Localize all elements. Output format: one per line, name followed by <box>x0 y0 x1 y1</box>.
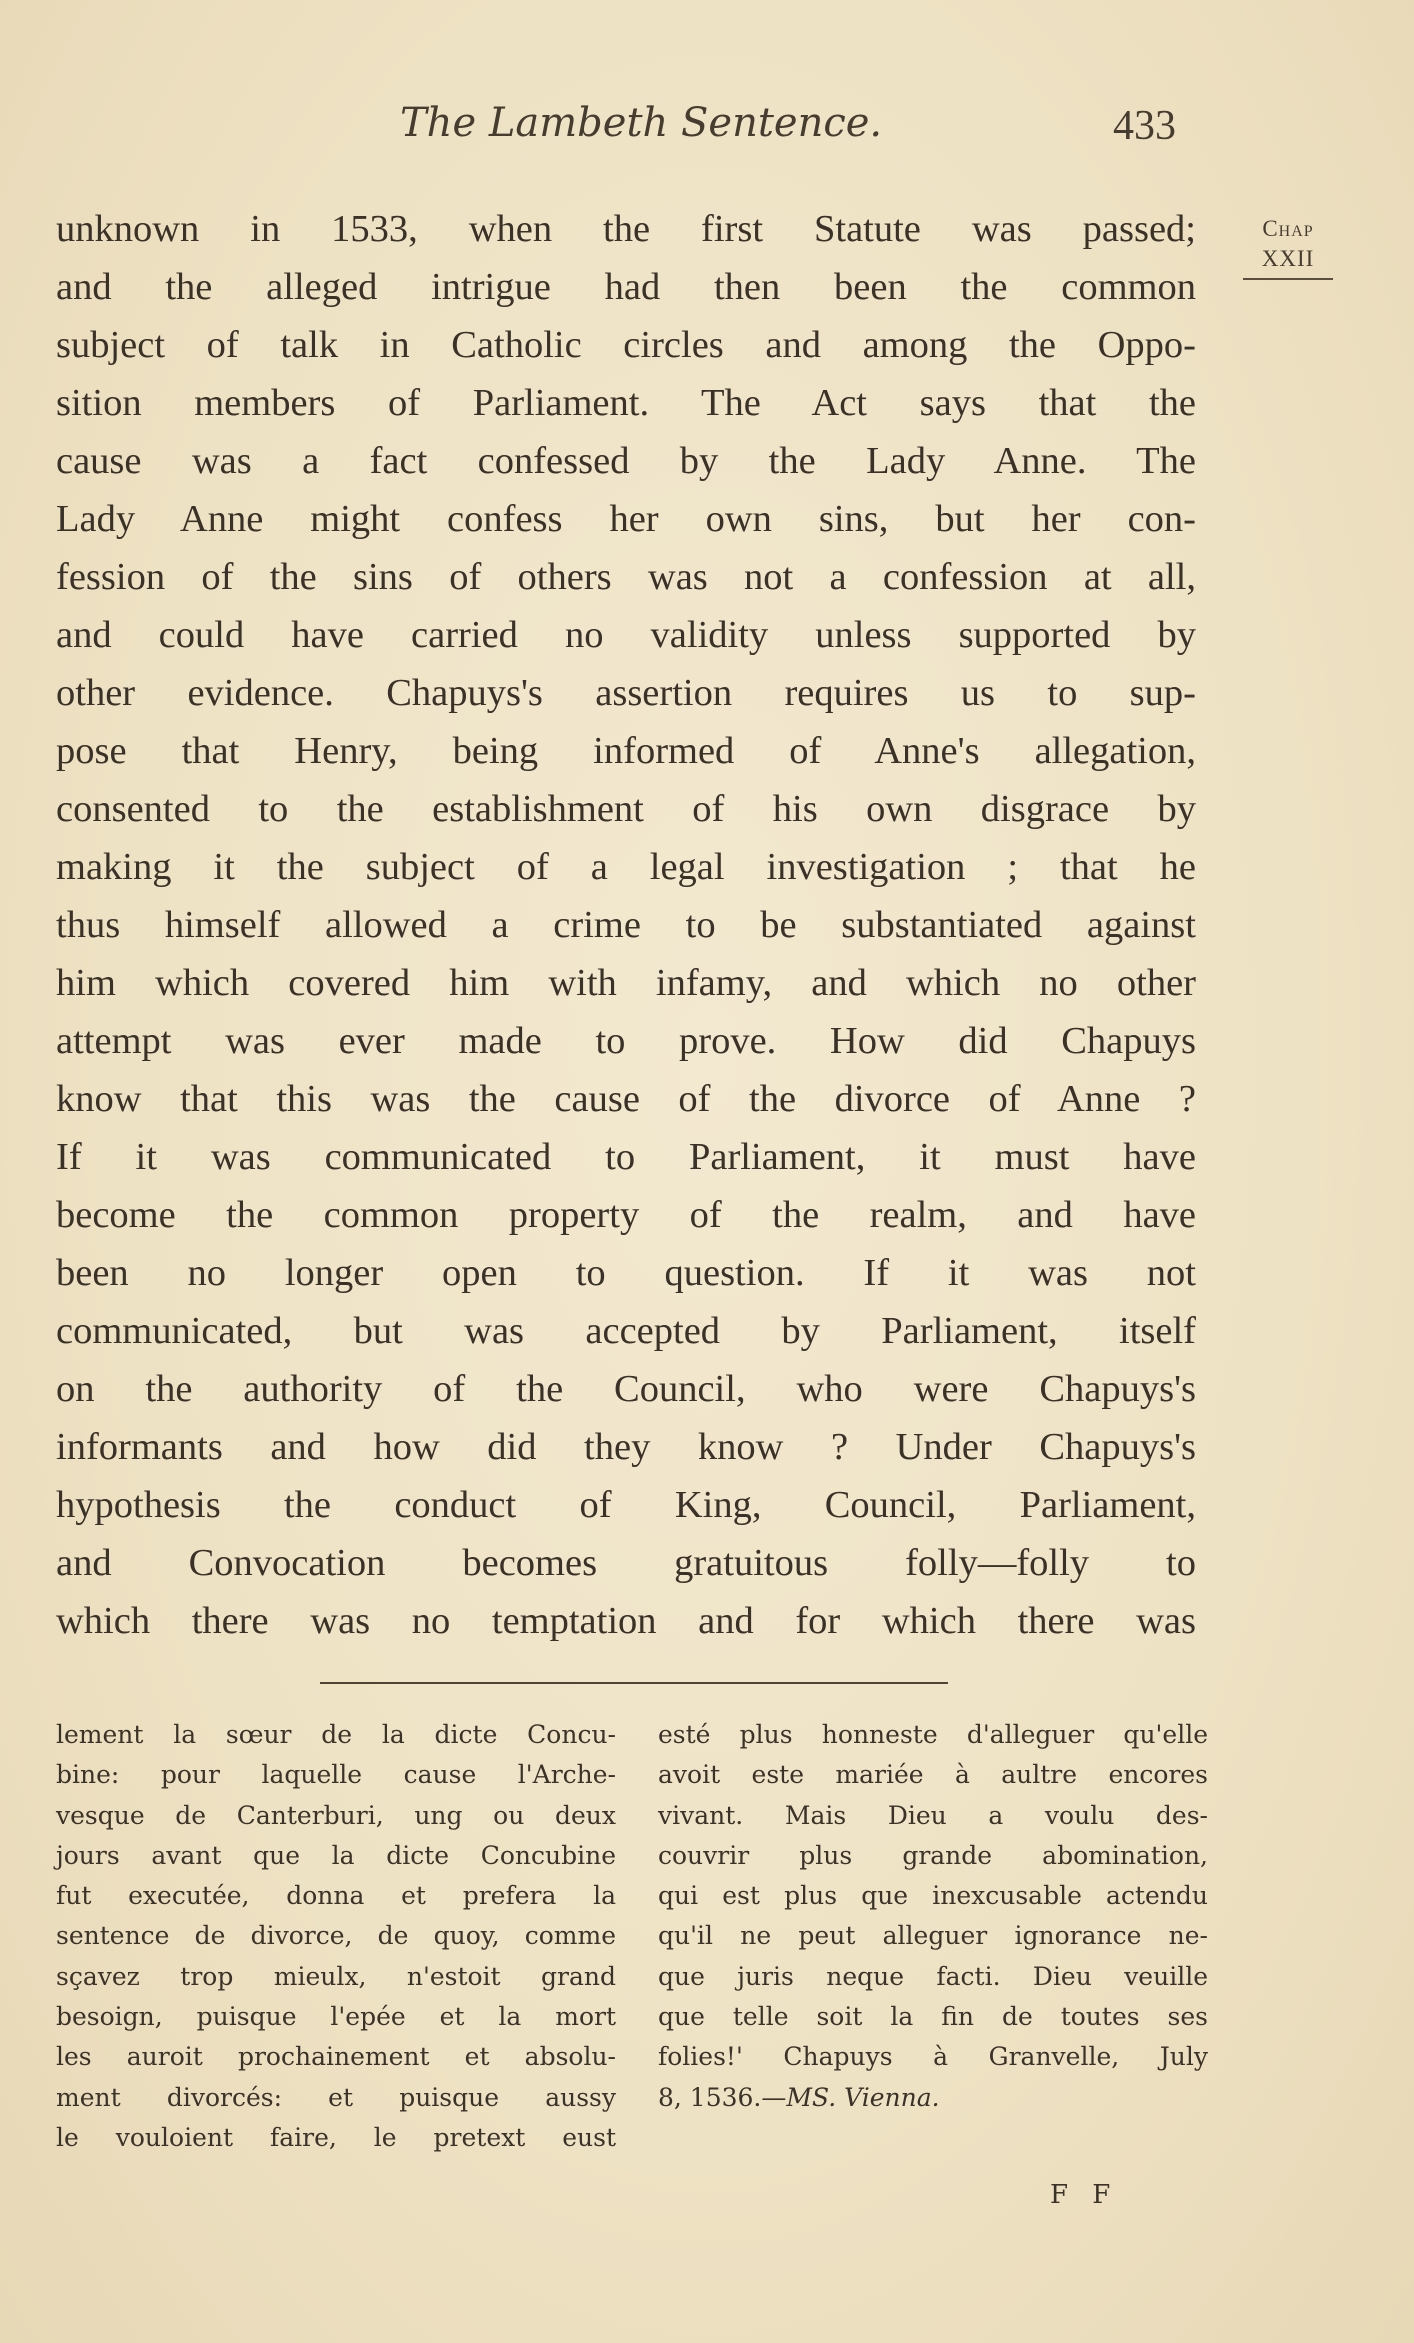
text-line: become the common property of the realm, and have <box>56 1194 1196 1236</box>
text-line: pose that Henry, being informed of Anne's allegation, <box>56 730 1196 772</box>
chapter-label: Chap <box>1262 216 1314 241</box>
text-line: subject of talk in Catholic circles and among the Oppo- <box>56 324 1196 366</box>
page-number: 433 <box>1113 103 1176 149</box>
text-line: sition members of Parliament. The Act says that the <box>56 382 1196 424</box>
footnote-line: les auroit prochainement et absolu- <box>56 2042 616 2072</box>
footnote-right-column <box>658 1715 1208 2118</box>
text-line: and Convocation becomes gratuitous folly—folly to <box>56 1542 1196 1584</box>
text-line: cause was a fact confessed by the Lady Anne. The <box>56 440 1196 482</box>
footnote-line: lement la sœur de la dicte Concu- <box>56 1720 616 1749</box>
footnote-source-line <box>658 2078 1208 2118</box>
footnote-line: vivant. Mais Dieu a voulu des- <box>658 1800 1208 1830</box>
text-line: fession of the sins of others was not a confession at all, <box>56 556 1196 598</box>
signature-mark: F F <box>1050 2180 1119 2210</box>
footnote-date: 8, 1536.— <box>658 2082 787 2112</box>
text-line: know that this was the cause of the divorce of Anne ? <box>56 1078 1196 1120</box>
footnote-line: sçavez trop mieulx, n'estoit grand <box>56 1961 616 1991</box>
footnote-line: vesque de Canterburi, ung ou deux <box>56 1800 616 1830</box>
text-line: and could have carried no validity unless supported by <box>56 614 1196 656</box>
text-line: communicated, but was accepted by Parliament, itself <box>56 1310 1196 1352</box>
footnote-line: couvrir plus grande abomination, <box>658 1840 1208 1870</box>
text-line: him which covered him with infamy, and which no other <box>56 962 1196 1004</box>
text-line: which there was no temptation and for which there was <box>56 1600 1196 1642</box>
footnote-line: besoign, puisque l'epée et la mort <box>56 2002 616 2032</box>
footnote-line: que telle soit la fin de toutes ses <box>658 2002 1208 2032</box>
footnote-line: sentence de divorce, de quoy, comme <box>56 1921 616 1951</box>
footnote-line: le vouloient faire, le pretext eust <box>56 2122 616 2152</box>
text-line: thus himself allowed a crime to be substantiated against <box>56 904 1196 946</box>
text-line: making it the subject of a legal investigation ; that he <box>56 846 1196 888</box>
text-line: been no longer open to question. If it was not <box>56 1252 1196 1294</box>
text-line: consented to the establishment of his own disgrace by <box>56 788 1196 830</box>
footnote-line: avoit este mariée à aultre encores <box>658 1760 1208 1790</box>
text-line: Lady Anne might confess her own sins, but her con- <box>56 498 1196 540</box>
footnote-line: fut executée, donna et prefera la <box>56 1881 616 1911</box>
text-line: attempt was ever made to prove. How did Chapuys <box>56 1020 1196 1062</box>
text-line: other evidence. Chapuys's assertion requires us to sup- <box>56 672 1196 714</box>
footnote-left-column <box>56 1715 616 2158</box>
text-line: If it was communicated to Parliament, it must have <box>56 1136 1196 1178</box>
footnote-line: que juris neque facti. Dieu veuille <box>658 1961 1208 1991</box>
footnote-line: qu'il ne peut alleguer ignorance ne- <box>658 1921 1208 1951</box>
main-text-block <box>56 200 1196 1650</box>
text-line: unknown in 1533, when the first Statute was passed; <box>56 208 1196 250</box>
footnote-line: folies!' Chapuys à Granvelle, July <box>658 2042 1208 2072</box>
footnote-divider <box>320 1682 948 1684</box>
footnote-line: qui est plus que inexcusable actendu <box>658 1881 1208 1911</box>
running-header-title: The Lambeth Sentence. <box>400 100 883 146</box>
chapter-margin-note <box>1243 216 1333 280</box>
footnote-line: ment divorcés: et puisque aussy <box>56 2082 616 2112</box>
chapter-number: XXII <box>1243 246 1333 280</box>
footnote-line: bine: pour laquelle cause l'Arche- <box>56 1760 616 1790</box>
footnote-source: MS. Vienna. <box>786 2082 940 2112</box>
footnote-line: esté plus honneste d'alleguer qu'elle <box>658 1720 1208 1749</box>
text-line: and the alleged intrigue had then been the common <box>56 266 1196 308</box>
text-line: on the authority of the Council, who were Chapuys's <box>56 1368 1196 1410</box>
text-line: informants and how did they know ? Under Chapuys's <box>56 1426 1196 1468</box>
footnote-line: jours avant que la dicte Concubine <box>56 1840 616 1870</box>
text-line: hypothesis the conduct of King, Council, Parliament, <box>56 1484 1196 1526</box>
